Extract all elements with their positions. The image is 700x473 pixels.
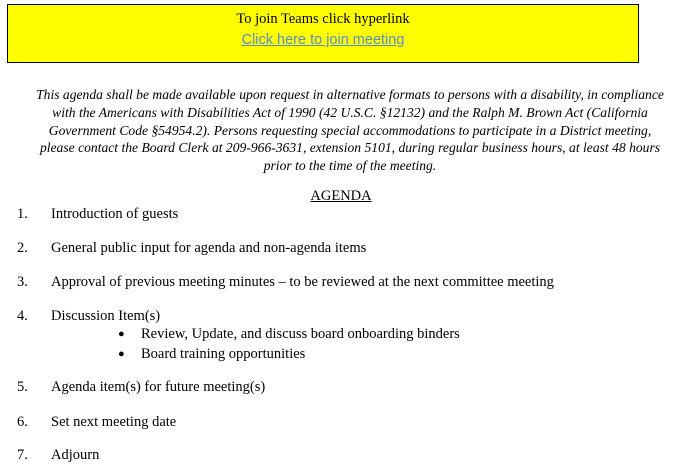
agenda-item-text: General public input for agenda and non-agenda items	[51, 240, 367, 256]
agenda-sub-item-text: Review, Update, and discuss board onboarding binders	[141, 326, 460, 342]
agenda-item-text: Introduction of guests	[51, 206, 179, 222]
agenda-item-text: Adjourn	[51, 447, 100, 463]
teams-instruction: To join Teams click hyperlink	[236, 11, 410, 27]
agenda-item-text: Approval of previous meeting minutes – to be reviewed at the next committee meeting	[51, 274, 554, 290]
agenda-item-number: 6.	[17, 414, 28, 430]
bullet-icon: ●	[118, 348, 125, 360]
agenda-title: AGENDA	[310, 188, 372, 204]
agenda-item-text: Agenda item(s) for future meeting(s)	[51, 379, 266, 395]
agenda-item-number: 5.	[17, 379, 28, 395]
notice-line: Government Code §54954.2). Persons requesting special accommodations to participate in a District meeting,	[48, 122, 652, 138]
agenda-item-number: 7.	[17, 447, 28, 463]
join-meeting-link[interactable]: Click here to join meeting	[241, 32, 405, 48]
agenda-item-number: 2.	[17, 240, 28, 256]
notice-line: please contact the Board Clerk at 209-966-3631, extension 5101, during regular business hours, at least 48 hours	[39, 140, 661, 156]
teams-join-box	[7, 4, 639, 63]
notice-line: This agenda shall be made available upon request in alternative formats to persons with a disability, in compliance	[36, 87, 664, 102]
agenda-sub-item-text: Board training opportunities	[141, 346, 306, 362]
agenda-item-number: 4.	[17, 308, 28, 324]
agenda-item-text: Set next meeting date	[51, 414, 177, 430]
agenda-item-text: Discussion Item(s)	[51, 308, 161, 324]
agenda-item-number: 3.	[17, 274, 28, 290]
notice-line: prior to the time of the meeting.	[263, 158, 437, 174]
agenda-item-number: 1.	[17, 206, 28, 222]
accessibility-notice	[0, 86, 700, 175]
notice-line: with the Americans with Disabilities Act of 1990 (42 U.S.C. §12132) and the Ralph M. Brown Act (California	[52, 104, 648, 120]
bullet-icon: ●	[118, 328, 125, 340]
